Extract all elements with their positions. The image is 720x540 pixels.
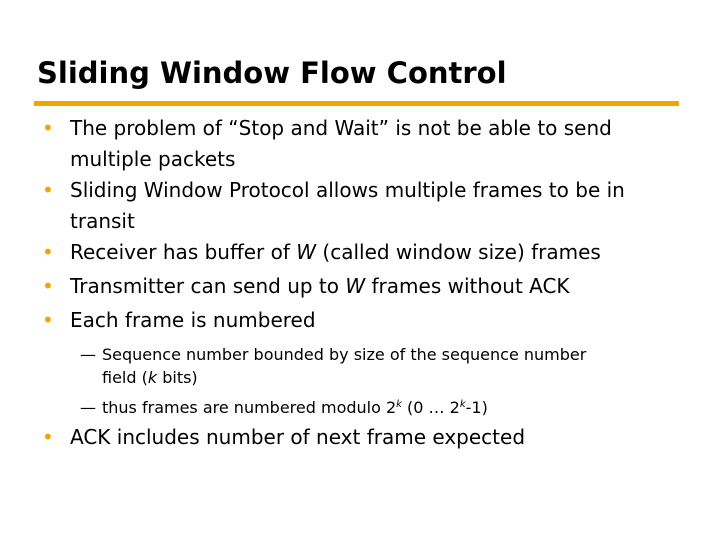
sub-bullet-item xyxy=(80,343,662,389)
bullet-item xyxy=(42,175,670,237)
bullet-text: Sliding Window Protocol allows multiple frames to be in xyxy=(70,178,625,202)
bullet-text: transit xyxy=(70,209,135,233)
bullet-text: Each frame is numbered xyxy=(70,308,316,332)
sub-bullet-text: Sequence number bounded by size of the sequence number xyxy=(102,345,587,364)
bullet-icon: • xyxy=(42,308,54,332)
sub-bullet-text: -1) xyxy=(465,398,488,417)
bullet-icon: • xyxy=(42,178,54,202)
bullet-icon: • xyxy=(42,425,54,449)
variable-k: k xyxy=(396,399,402,410)
bullet-text: ACK includes number of next frame expected xyxy=(70,425,526,449)
sub-bullet-text: thus frames are numbered modulo 2 xyxy=(102,398,397,417)
variable-k: k xyxy=(147,368,158,387)
dash-icon: — xyxy=(80,345,96,364)
bullet-text: The problem of “Stop and Wait” is not be able to send xyxy=(70,116,612,140)
dash-icon: — xyxy=(80,398,96,417)
bullet-text: Transmitter can send up to xyxy=(70,274,346,298)
title-underline xyxy=(34,101,679,106)
bullet-text: multiple packets xyxy=(70,147,236,171)
sub-bullet-text: bits) xyxy=(157,368,198,387)
bullet-item xyxy=(42,305,670,336)
sub-bullet-text: field ( xyxy=(102,368,148,387)
variable-k: k xyxy=(459,399,466,410)
bullet-icon: • xyxy=(42,240,54,264)
bullet-text: Receiver has buffer of xyxy=(70,240,297,264)
sub-bullet-item xyxy=(80,396,662,419)
bullet-item xyxy=(42,237,670,268)
slide-title: Sliding Window Flow Control xyxy=(37,56,507,90)
bullet-text: (called window size) frames xyxy=(316,240,601,264)
bullet-item xyxy=(42,113,670,175)
bullet-text: frames without ACK xyxy=(365,274,570,298)
bullet-icon: • xyxy=(42,274,54,298)
bullet-item xyxy=(42,271,670,302)
sub-bullet-text: (0 … 2 xyxy=(401,398,460,417)
variable-w: W xyxy=(296,240,317,264)
bullet-item xyxy=(42,422,670,453)
bullet-icon: • xyxy=(42,116,54,140)
variable-w: W xyxy=(345,274,366,298)
